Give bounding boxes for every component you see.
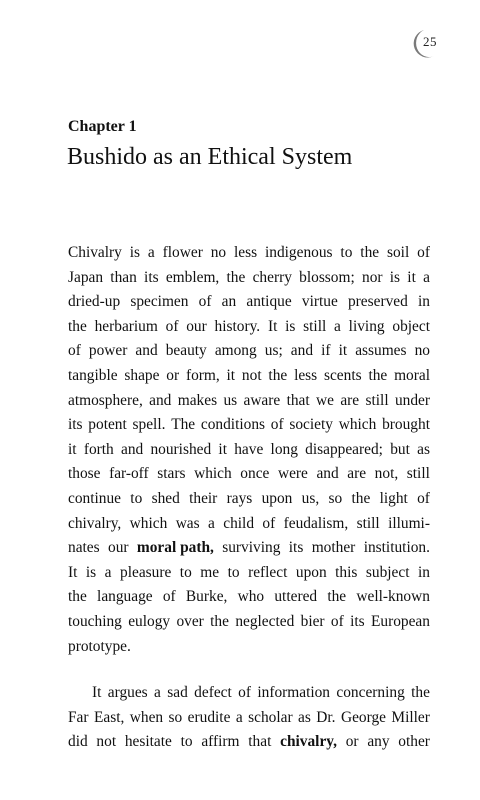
word: Far (68, 708, 89, 726)
word: its (288, 539, 304, 557)
word: us (223, 391, 238, 409)
text-line (68, 438, 430, 463)
word: to (180, 733, 193, 751)
text-line (68, 462, 430, 487)
chapter-title: Bushido as an Ethical System (67, 144, 353, 170)
page-number: 25 (423, 34, 437, 49)
word: were (277, 465, 308, 483)
text-line (68, 364, 430, 389)
word: under (394, 391, 430, 409)
word: a (235, 708, 243, 726)
word: to (179, 563, 192, 581)
text-line (68, 487, 430, 512)
word: eulogy (128, 612, 171, 630)
word: preserved (347, 293, 408, 311)
word: prototype. (68, 637, 131, 655)
word: the (351, 489, 371, 507)
word: any (367, 733, 390, 751)
word: when (129, 708, 164, 726)
word: brought (382, 416, 430, 434)
word: less (294, 366, 318, 384)
word: affirm (201, 733, 240, 751)
word: other (398, 733, 430, 751)
word: Dr. (316, 708, 336, 726)
word: It (267, 317, 278, 335)
page-number-badge (404, 26, 444, 62)
text-line (68, 389, 430, 414)
word: of (262, 514, 276, 532)
word: its (68, 416, 83, 434)
text-line (68, 730, 430, 755)
word: scholar (248, 708, 293, 726)
text-line (68, 241, 430, 266)
word: or (345, 733, 359, 751)
word: still (303, 317, 327, 335)
word: us; (264, 342, 283, 360)
word: scents (323, 366, 362, 384)
word: of (165, 317, 179, 335)
word: nourished (150, 440, 212, 458)
text-line (68, 561, 430, 586)
word: the (68, 588, 87, 606)
paragraph-1 (68, 241, 430, 659)
word: not (96, 733, 117, 751)
word: or (166, 366, 180, 384)
word: still (365, 391, 389, 409)
word: feudalism, (283, 514, 349, 532)
word: potent (88, 416, 127, 434)
word: Miller (391, 708, 430, 726)
word: mother (311, 539, 356, 557)
word: this (335, 563, 358, 581)
word: concerning (336, 684, 405, 701)
text-line (68, 635, 430, 660)
word: rays (226, 489, 253, 507)
word: is (389, 268, 401, 286)
word: power (88, 342, 128, 360)
word: of (68, 342, 81, 360)
word: bier (300, 612, 325, 630)
text-line (68, 536, 430, 561)
text-line (68, 339, 430, 364)
word: which (129, 514, 168, 532)
word: European (370, 612, 430, 630)
word: and (290, 342, 314, 360)
word: and (135, 342, 158, 360)
word: touching (68, 612, 122, 630)
word: our (108, 539, 129, 557)
word: that (286, 391, 310, 409)
word: a (334, 317, 341, 335)
word: neglected (235, 612, 295, 630)
word: long (270, 440, 298, 458)
word: who (237, 588, 265, 606)
word: a (208, 514, 215, 532)
word: of (417, 244, 430, 261)
text-line (68, 681, 430, 706)
word: me (200, 563, 220, 581)
word: it (218, 440, 227, 458)
word: spell. (132, 416, 166, 434)
word: It (92, 684, 102, 701)
word: child (223, 514, 255, 532)
word: to (227, 563, 240, 581)
word: it (68, 440, 77, 458)
word: its (144, 268, 159, 286)
word: a (104, 563, 112, 581)
word: it (338, 342, 348, 360)
text-line (68, 413, 430, 438)
word: the (360, 244, 380, 261)
word: are (340, 391, 360, 409)
word: continue (68, 489, 121, 507)
word: its (350, 612, 365, 630)
word: it (226, 366, 236, 384)
word: as (298, 708, 311, 726)
bold-term: moral path, (136, 539, 214, 557)
word: forth (83, 440, 114, 458)
word: that (248, 733, 272, 751)
word: no (414, 342, 430, 360)
word: which (338, 416, 377, 434)
word: soil (387, 244, 410, 261)
word: less (234, 244, 258, 261)
word: but (390, 440, 410, 458)
word: of (238, 684, 251, 701)
word: of (198, 293, 212, 311)
word: nor (362, 268, 383, 286)
word: Japan (68, 268, 104, 286)
word: surviving (222, 539, 281, 557)
word: subject (365, 563, 410, 581)
word: beauty (165, 342, 207, 360)
word: reflect (248, 563, 288, 581)
word: of (270, 416, 284, 434)
word: emblem, (165, 268, 220, 286)
word: antique (246, 293, 292, 311)
word: upon (295, 563, 327, 581)
word: are (347, 465, 367, 483)
word: in (418, 563, 430, 581)
word: we (316, 391, 334, 409)
word: aware (243, 391, 281, 409)
text-line (68, 585, 430, 610)
word: uttered (274, 588, 318, 606)
word: moral (394, 366, 430, 384)
word: well-known (356, 588, 430, 606)
word: among (214, 342, 257, 360)
word: the (210, 612, 229, 630)
word: It (68, 563, 78, 581)
word: the (226, 268, 246, 286)
text-line (68, 706, 430, 731)
word: makes (177, 391, 218, 409)
word: their (189, 489, 218, 507)
text-line (68, 512, 430, 537)
word: is (129, 244, 141, 261)
word: so (328, 489, 343, 507)
text-line (68, 315, 430, 340)
word: was (175, 514, 200, 532)
word: is (285, 317, 296, 335)
word: upon (261, 489, 293, 507)
word: hesitate (124, 733, 172, 751)
word: East, (93, 708, 125, 726)
word: sad (167, 684, 188, 701)
word: assumes (355, 342, 407, 360)
word: to (130, 489, 143, 507)
word: far-off (109, 465, 149, 483)
word: a (154, 684, 161, 701)
text-line (68, 266, 430, 291)
word: illumi- (388, 514, 430, 532)
word: institution. (363, 539, 430, 557)
word: stars (157, 465, 186, 483)
word: our (186, 317, 207, 335)
word: a (423, 268, 430, 286)
word: did (68, 733, 88, 751)
word: the (68, 317, 87, 335)
word: chivalry, (68, 514, 122, 532)
word: the (268, 366, 288, 384)
word: disappeared; (305, 440, 383, 458)
word: form, (185, 366, 220, 384)
word: us, (301, 489, 320, 507)
word: those (68, 465, 101, 483)
word: not, (374, 465, 399, 483)
chapter-label: Chapter 1 (68, 118, 137, 135)
word: of (162, 588, 176, 606)
word: is (85, 563, 97, 581)
word: virtue (301, 293, 338, 311)
word: and (316, 465, 339, 483)
word: if (321, 342, 331, 360)
word: Chivalry (68, 244, 122, 261)
word: Burke, (185, 588, 228, 606)
word: flower (162, 244, 203, 261)
word: not (241, 366, 262, 384)
word: shed (151, 489, 180, 507)
word: in (417, 293, 430, 311)
paragraph-2 (68, 681, 430, 755)
word: over (176, 612, 204, 630)
word: as (417, 440, 430, 458)
word: and (149, 391, 172, 409)
word: dried-up (68, 293, 121, 311)
word: once (240, 465, 270, 483)
text-line (68, 290, 430, 315)
word: an (221, 293, 237, 311)
word: than (110, 268, 137, 286)
word: information (257, 684, 331, 701)
word: blossom; (299, 268, 355, 286)
word: to (340, 244, 353, 261)
word: the (327, 588, 347, 606)
word: cherry (252, 268, 292, 286)
word: language (97, 588, 153, 606)
word: living (348, 317, 385, 335)
word: pleasure (120, 563, 172, 581)
bold-term: chivalry, (280, 733, 337, 751)
word: no (210, 244, 227, 261)
word: light (379, 489, 408, 507)
word: and (120, 440, 144, 458)
word: erudite (187, 708, 231, 726)
word: indigenous (264, 244, 333, 261)
word: George (340, 708, 386, 726)
word: specimen (130, 293, 189, 311)
word: defect (194, 684, 232, 701)
word: which (194, 465, 232, 483)
word: a (147, 244, 155, 261)
word: The (171, 416, 196, 434)
word: conditions (200, 416, 266, 434)
word: nates (68, 539, 100, 557)
word: still (356, 514, 380, 532)
word: have (234, 440, 264, 458)
word: still (406, 465, 430, 483)
word: the (411, 684, 430, 701)
word: shape (124, 366, 160, 384)
word: of (417, 489, 430, 507)
word: argues (107, 684, 148, 701)
word: herbarium (94, 317, 158, 335)
word: history. (214, 317, 261, 335)
word: object (392, 317, 430, 335)
word: it (407, 268, 416, 286)
word: of (330, 612, 344, 630)
word: so (168, 708, 183, 726)
word: atmosphere, (68, 391, 143, 409)
word: society (289, 416, 333, 434)
word: the (368, 366, 388, 384)
word: tangible (68, 366, 118, 384)
text-line (68, 610, 430, 635)
